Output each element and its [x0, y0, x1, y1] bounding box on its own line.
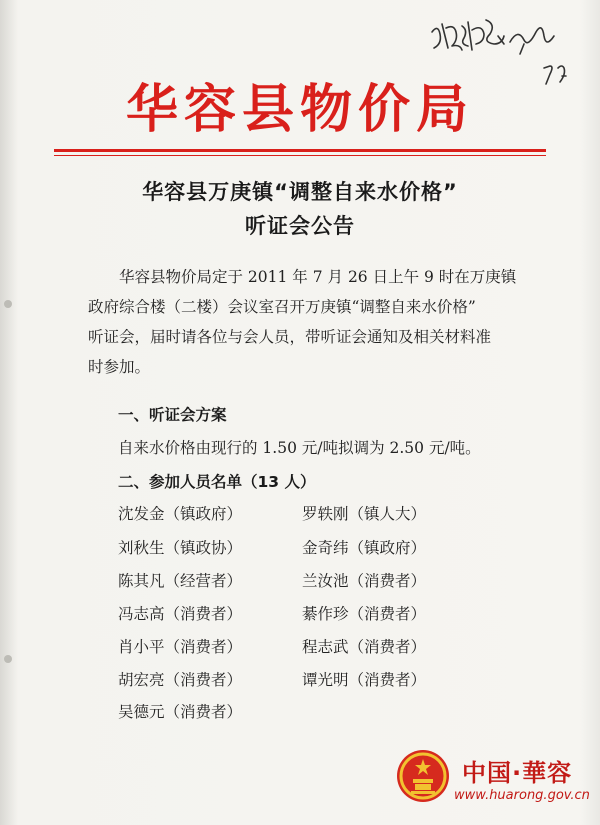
participant-entry: 程志武（消费者） — [302, 638, 427, 656]
masthead-rule — [54, 155, 546, 156]
site-name: 中国·華容 — [462, 759, 573, 787]
intro-paragraph — [88, 262, 528, 382]
document-title: 华容县万庚镇“调整自来水价格” — [142, 180, 458, 204]
site-url: www.huarong.gov.cn — [454, 788, 590, 803]
participant-entry: 冯志高（消费者） — [118, 605, 243, 623]
participant-entry: 谭光明（消费者） — [302, 671, 427, 689]
paragraph-line: 政府综合楼（二楼）会议室召开万庚镇“调整自来水价格” — [88, 298, 476, 316]
participant-entry: 刘秋生（镇政协） — [118, 539, 243, 557]
price-proposal: 自来水价格由现行的 1.50 元/吨拟调为 2.50 元/吨。 — [118, 439, 481, 457]
participant-entry: 胡宏亮（消费者） — [118, 671, 243, 689]
participant-entry: 沈发金（镇政府） — [118, 505, 243, 523]
participant-entry: 吴德元（消费者） — [118, 703, 243, 721]
participant-entry: 肖小平（消费者） — [118, 638, 243, 656]
participant-entry: 兰汝池（消费者） — [302, 572, 427, 590]
participant-entry: 綦作珍（消费者） — [302, 605, 427, 623]
participant-entry: 罗轶刚（镇人大） — [302, 505, 427, 523]
national-emblem-icon — [394, 747, 452, 805]
section-heading: 二、参加人员名单（13 人） — [118, 473, 316, 491]
binding-hole — [4, 655, 12, 663]
paragraph-line: 时参加。 — [88, 358, 151, 376]
paragraph-line: 听证会，届时请各位与会人员，带听证会通知及相关材料准 — [88, 328, 492, 346]
agency-masthead: 华容县物价局 — [125, 79, 474, 140]
section-heading: 一、听证会方案 — [118, 406, 227, 424]
site-watermark — [0, 735, 600, 825]
participant-entry: 金奇纬（镇政府） — [302, 539, 427, 557]
document-title: 听证会公告 — [245, 214, 355, 238]
handwritten-signature — [428, 10, 588, 90]
participant-entry: 陈其凡（经营者） — [118, 572, 243, 590]
binding-hole — [4, 300, 12, 308]
paragraph-line: 华容县物价局定于 2011 年 7 月 26 日上午 9 时在万庚镇 — [119, 268, 517, 286]
handwritten-annotation — [428, 10, 588, 90]
masthead-rule — [54, 149, 546, 152]
